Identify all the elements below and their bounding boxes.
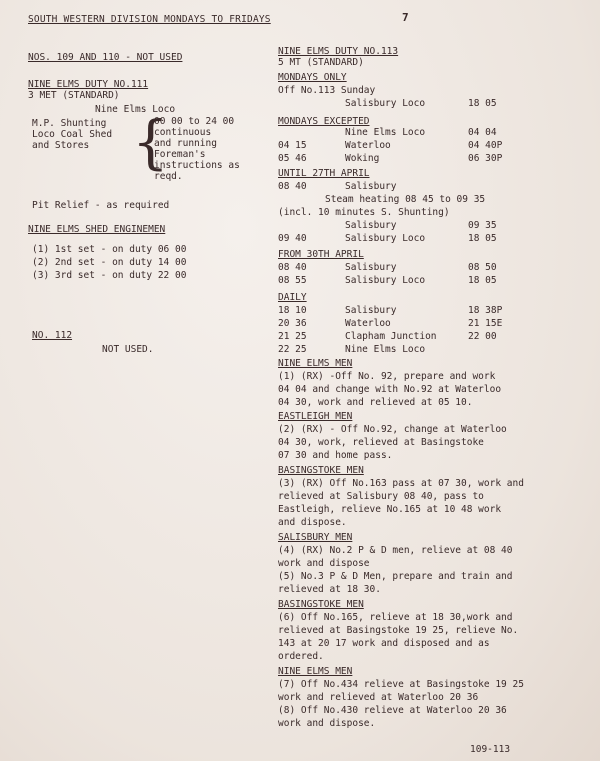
no-112-label: NO. 112 xyxy=(32,330,73,341)
page-number: 7 xyxy=(402,11,409,24)
mondays-only-line: Off No.113 Sunday xyxy=(278,85,376,96)
timetable-arr: 22 25 xyxy=(278,344,307,355)
timetable-dep: 09 35 xyxy=(468,220,497,231)
timetable-arr: 05 46 xyxy=(278,153,307,164)
crew-heading: NINE ELMS MEN xyxy=(278,358,353,369)
crew-line: work and dispose xyxy=(278,558,370,569)
page-footer-ref: 109-113 xyxy=(470,744,511,755)
pit-relief: Pit Relief - as required xyxy=(32,200,170,211)
timetable-place: Salisbury Loco xyxy=(345,98,426,109)
timetable-dep: 18 38P xyxy=(468,305,503,316)
crew-line: (1) (RX) -Off No. 92, prepare and work xyxy=(278,371,496,382)
shed-enginemen-item: (3) 3rd set - on duty 22 00 xyxy=(32,270,187,281)
crew-line: and dispose. xyxy=(278,517,347,528)
daily-heading: DAILY xyxy=(278,292,307,303)
shed-enginemen-heading: NINE ELMS SHED ENGINEMEN xyxy=(28,224,166,235)
timetable-place: Nine Elms Loco xyxy=(345,344,426,355)
crew-heading: NINE ELMS MEN xyxy=(278,666,353,677)
page-header-title: SOUTH WESTERN DIVISION MONDAYS TO FRIDAYS xyxy=(28,14,271,25)
timetable-place: Woking xyxy=(345,153,380,164)
timetable-arr: 09 40 xyxy=(278,233,307,244)
brace-mark: { xyxy=(132,108,169,176)
timetable-dep: 04 40P xyxy=(468,140,503,151)
duty-111-heading: NINE ELMS DUTY NO.111 xyxy=(28,79,149,90)
crew-heading: EASTLEIGH MEN xyxy=(278,411,353,422)
crew-line: 04 30, work and relieved at 05 10. xyxy=(278,397,473,408)
timetable-place: Nine Elms Loco xyxy=(345,127,426,138)
timetable-arr: 08 55 xyxy=(278,275,307,286)
crew-line: 04 04 and change with No.92 at Waterloo xyxy=(278,384,502,395)
timetable-place: Salisbury Loco xyxy=(345,275,426,286)
timetable-arr: 21 25 xyxy=(278,331,307,342)
duty-111-task: and Stores xyxy=(32,140,90,151)
duty-111-location: Nine Elms Loco xyxy=(95,104,176,115)
timetable-place: Salisbury xyxy=(345,181,397,192)
crew-heading: SALISBURY MEN xyxy=(278,532,353,543)
timetable-dep: 22 00 xyxy=(468,331,497,342)
duty-111-detail: Foreman's xyxy=(154,149,206,160)
nos-109-110-heading: NOS. 109 AND 110 - NOT USED xyxy=(28,52,183,63)
timetable-place: Clapham Junction xyxy=(345,331,437,342)
timetable-place: Waterloo xyxy=(345,318,391,329)
timetable-arr: 08 40 xyxy=(278,181,307,192)
timetable-dep: 06 30P xyxy=(468,153,503,164)
crew-line: work and dispose. xyxy=(278,718,376,729)
crew-line: ordered. xyxy=(278,651,324,662)
timetable-dep: 18 05 xyxy=(468,275,497,286)
duty-111-detail: reqd. xyxy=(154,171,183,182)
crew-line: Eastleigh, relieve No.165 at 10 48 work xyxy=(278,504,502,515)
timetable-arr: 20 36 xyxy=(278,318,307,329)
timetable-dep: 18 05 xyxy=(468,233,497,244)
duty-113-subtitle: 5 MT (STANDARD) xyxy=(278,57,364,68)
crew-heading: BASINGSTOKE MEN xyxy=(278,599,364,610)
duty-111-detail: continuous xyxy=(154,127,212,138)
timetable-dep: 04 04 xyxy=(468,127,497,138)
crew-line: (3) (RX) Off No.163 pass at 07 30, work and xyxy=(278,478,524,489)
crew-line: 07 30 and home pass. xyxy=(278,450,393,461)
shed-enginemen-item: (1) 1st set - on duty 06 00 xyxy=(32,244,187,255)
duty-111-detail: and running xyxy=(154,138,217,149)
shunting-note: (incl. 10 minutes S. Shunting) xyxy=(278,207,450,218)
duty-111-task: M.P. Shunting xyxy=(32,118,107,129)
timetable-place: Salisbury xyxy=(345,220,397,231)
from-heading: FROM 30TH APRIL xyxy=(278,249,364,260)
timetable-place: Salisbury xyxy=(345,262,397,273)
timetable-dep: 08 50 xyxy=(468,262,497,273)
duty-111-detail: 00 00 to 24 00 xyxy=(154,116,235,127)
crew-line: (4) (RX) No.2 P & D men, relieve at 08 40 xyxy=(278,545,513,556)
timetable-arr: 04 15 xyxy=(278,140,307,151)
timetable-dep: 18 05 xyxy=(468,98,497,109)
timetable-place: Salisbury xyxy=(345,305,397,316)
crew-line: (2) (RX) - Off No.92, change at Waterloo xyxy=(278,424,507,435)
timetable-arr: 18 10 xyxy=(278,305,307,316)
crew-line: (6) Off No.165, relieve at 18 30,work and xyxy=(278,612,513,623)
steam-heating-line: Steam heating 08 45 to 09 35 xyxy=(325,194,486,205)
timetable-arr: 08 40 xyxy=(278,262,307,273)
timetable-dep: 21 15E xyxy=(468,318,503,329)
mondays-only-heading: MONDAYS ONLY xyxy=(278,72,347,83)
timetable-place: Salisbury Loco xyxy=(345,233,426,244)
crew-line: relieved at Basingstoke 19 25, relieve No. xyxy=(278,625,519,636)
crew-line: relieved at Salisbury 08 40, pass to xyxy=(278,491,484,502)
crew-heading: BASINGSTOKE MEN xyxy=(278,465,364,476)
duty-113-heading: NINE ELMS DUTY NO.113 xyxy=(278,46,399,57)
crew-line: (8) Off No.430 relieve at Waterloo 20 36 xyxy=(278,705,507,716)
no-112-status: NOT USED. xyxy=(102,344,154,355)
timetable-place: Waterloo xyxy=(345,140,391,151)
duty-111-subtitle: 3 MET (STANDARD) xyxy=(28,90,120,101)
duty-111-task: Loco Coal Shed xyxy=(32,129,113,140)
crew-line: 143 at 20 17 work and disposed and as xyxy=(278,638,490,649)
duty-111-detail: instructions as xyxy=(154,160,240,171)
crew-line: 04 30, work, relieved at Basingstoke xyxy=(278,437,484,448)
until-heading: UNTIL 27TH APRIL xyxy=(278,168,370,179)
mondays-excepted-heading: MONDAYS EXCEPTED xyxy=(278,116,370,127)
crew-line: (7) Off No.434 relieve at Basingstoke 19 25 xyxy=(278,679,524,690)
crew-line: relieved at 18 30. xyxy=(278,584,381,595)
shed-enginemen-item: (2) 2nd set - on duty 14 00 xyxy=(32,257,187,268)
crew-line: work and relieved at Waterloo 20 36 xyxy=(278,692,479,703)
crew-line: (5) No.3 P & D Men, prepare and train and xyxy=(278,571,513,582)
